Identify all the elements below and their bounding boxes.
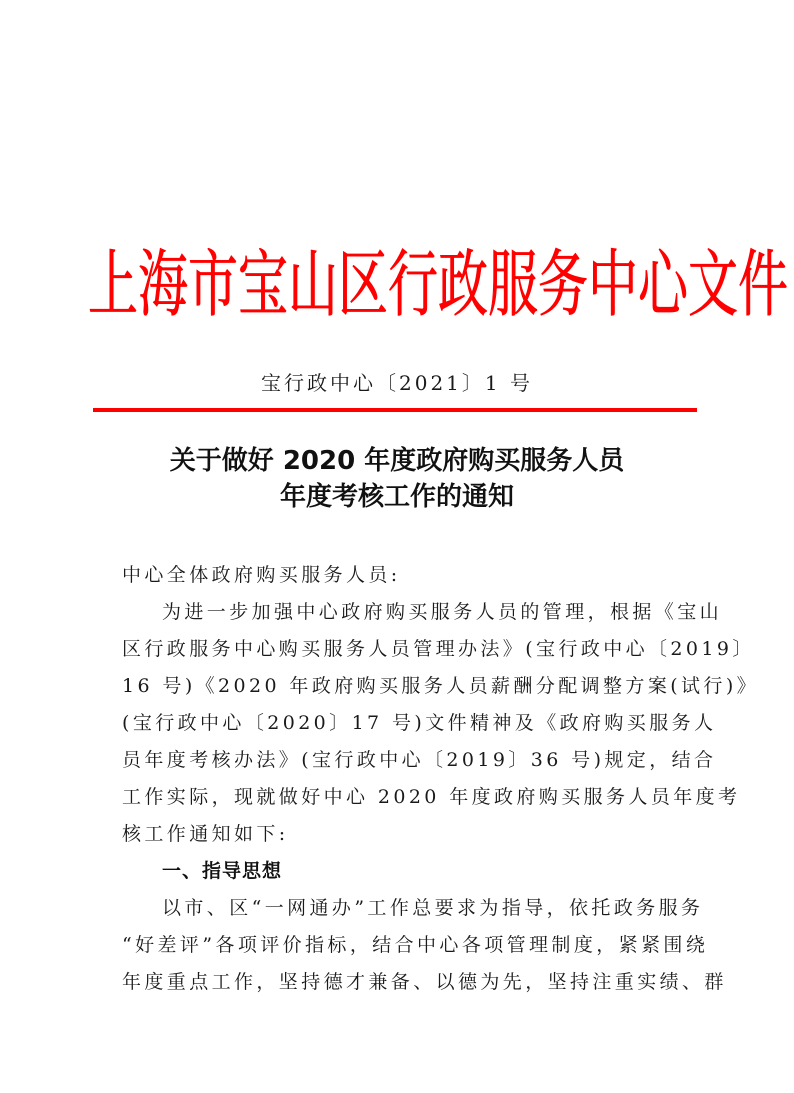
title-line-1: 关于做好 2020 年度政府购买服务人员	[169, 446, 625, 476]
header-char: 宝	[238, 242, 288, 328]
header-char: 件	[738, 242, 788, 328]
header-char: 市	[188, 242, 238, 328]
body-line: 年度重点工作，坚持德才兼备、以德为先，坚持注重实绩、群	[122, 971, 727, 993]
header-char: 务	[538, 242, 588, 328]
body-line: 以市、区“一网通办”工作总要求为指导，依托政务服务	[162, 897, 704, 919]
header-char: 区	[338, 242, 388, 328]
salutation: 中心全体政府购买服务人员:	[122, 564, 401, 586]
header-char: 中	[588, 242, 638, 328]
body-line: 16 号)《2020 年政府购买服务人员薪酬分配调整方案(试行)》	[122, 675, 760, 697]
body-line: 核工作通知如下:	[122, 823, 289, 845]
title-line-2: 年度考核工作的通知	[279, 482, 514, 512]
body-line: 员年度考核办法》(宝行政中心〔2019〕36 号)规定，结合	[122, 749, 717, 771]
section-heading-guiding-principles: 一、指导思想	[162, 860, 283, 882]
header-char: 政	[438, 242, 488, 328]
document-body	[122, 557, 760, 1001]
header-char: 服	[488, 242, 538, 328]
body-line: 为进一步加强中心政府购买服务人员的管理，根据《宝山	[162, 601, 723, 623]
body-line: “好差评”各项评价指标，结合中心各项管理制度，紧紧围绕	[122, 934, 709, 956]
issuer-red-header	[88, 240, 788, 330]
document-number: 宝行政中心〔2021〕1 号	[261, 371, 533, 395]
body-line: 工作实际，现就做好中心 2020 年度政府购买服务人员年度考	[122, 786, 741, 808]
header-char: 海	[138, 242, 188, 328]
header-char: 上	[88, 242, 138, 328]
document-title	[0, 443, 794, 515]
header-char: 山	[288, 242, 338, 328]
body-line: 区行政服务中心购买服务人员管理办法》(宝行政中心〔2019〕	[122, 638, 755, 660]
header-char: 文	[688, 242, 738, 328]
header-char: 行	[388, 242, 438, 328]
header-char: 心	[638, 242, 688, 328]
body-line: (宝行政中心〔2020〕17 号)文件精神及《政府购买服务人	[122, 712, 717, 734]
red-divider-rule	[93, 408, 697, 412]
